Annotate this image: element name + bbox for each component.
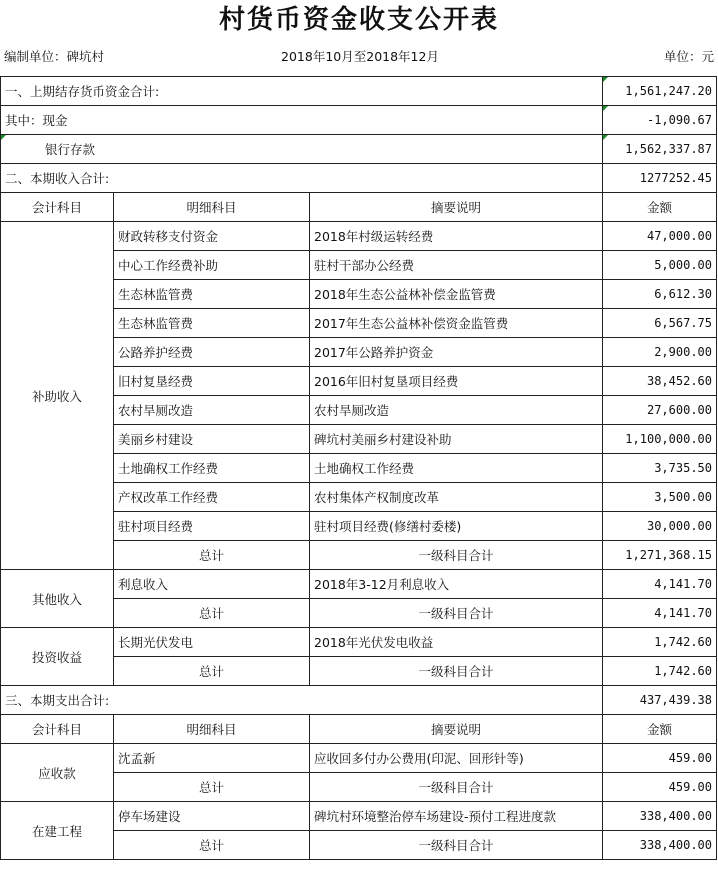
detail-cell: 停车场建设 bbox=[114, 802, 310, 831]
income-total-label: 二、本期收入合计: bbox=[1, 164, 603, 193]
table-row bbox=[1, 222, 717, 251]
total-amount: 1,271,368.15 bbox=[603, 541, 717, 570]
table-row bbox=[1, 744, 717, 773]
amount-cell: 338,400.00 bbox=[603, 802, 717, 831]
cash-value: -1,090.67 bbox=[603, 106, 717, 135]
amount-cell: 6,612.30 bbox=[603, 280, 717, 309]
amount-cell: 47,000.00 bbox=[603, 222, 717, 251]
report-period: 2018年10月至2018年12月 bbox=[281, 49, 439, 64]
construction-expense-group bbox=[1, 802, 717, 860]
amount-cell: 30,000.00 bbox=[603, 512, 717, 541]
description-cell: 农村旱厕改造 bbox=[310, 396, 603, 425]
total-label: 总计 bbox=[114, 541, 310, 570]
description-cell: 驻村干部办公经费 bbox=[310, 251, 603, 280]
header-amount: 金额 bbox=[603, 193, 717, 222]
detail-cell: 长期光伏发电 bbox=[114, 628, 310, 657]
cash-row bbox=[1, 106, 717, 135]
currency-unit: 单位：元 bbox=[663, 49, 714, 64]
ledger-body bbox=[1, 77, 717, 222]
account-category: 其他收入 bbox=[1, 570, 114, 628]
amount-cell: 27,600.00 bbox=[603, 396, 717, 425]
header-account: 会计科目 bbox=[1, 193, 114, 222]
amount-cell: 38,452.60 bbox=[603, 367, 717, 396]
bank-value: 1,562,337.87 bbox=[603, 135, 717, 164]
table-row bbox=[1, 570, 717, 599]
table-row bbox=[1, 802, 717, 831]
fund-ledger-table bbox=[0, 76, 717, 860]
description-cell: 2016年旧村复垦项目经费 bbox=[310, 367, 603, 396]
account-category: 投资收益 bbox=[1, 628, 114, 686]
description-cell: 土地确权工作经费 bbox=[310, 454, 603, 483]
expense-total-label: 三、本期支出合计: bbox=[1, 686, 603, 715]
income-total-row bbox=[1, 164, 717, 193]
description-cell: 驻村项目经费(修缮村委楼) bbox=[310, 512, 603, 541]
total-description: 一级科目合计 bbox=[310, 541, 603, 570]
header-description: 摘要说明 bbox=[310, 715, 603, 744]
prev-balance-value: 1,561,247.20 bbox=[603, 77, 717, 106]
detail-cell: 生态林监管费 bbox=[114, 309, 310, 338]
description-cell: 2018年村级运转经费 bbox=[310, 222, 603, 251]
description-cell: 2017年生态公益林补偿资金监管费 bbox=[310, 309, 603, 338]
account-category: 应收款 bbox=[1, 744, 114, 802]
total-label: 总计 bbox=[114, 657, 310, 686]
total-label: 总计 bbox=[114, 831, 310, 860]
description-cell: 农村集体产权制度改革 bbox=[310, 483, 603, 512]
description-cell: 2018年生态公益林补偿金监管费 bbox=[310, 280, 603, 309]
total-amount: 459.00 bbox=[603, 773, 717, 802]
account-category: 补助收入 bbox=[1, 222, 114, 570]
detail-cell: 旧村复垦经费 bbox=[114, 367, 310, 396]
detail-cell: 农村旱厕改造 bbox=[114, 396, 310, 425]
header-amount: 金额 bbox=[603, 715, 717, 744]
amount-cell: 1,742.60 bbox=[603, 628, 717, 657]
header-detail: 明细科目 bbox=[114, 193, 310, 222]
subsidy-income-group bbox=[1, 222, 717, 570]
prev-balance-row bbox=[1, 77, 717, 106]
total-description: 一级科目合计 bbox=[310, 599, 603, 628]
amount-cell: 5,000.00 bbox=[603, 251, 717, 280]
description-cell: 碑坑村美丽乡村建设补助 bbox=[310, 425, 603, 454]
bank-row bbox=[1, 135, 717, 164]
cash-label: 其中：现金 bbox=[1, 106, 603, 135]
expense-total-row bbox=[1, 686, 717, 715]
amount-cell: 3,735.50 bbox=[603, 454, 717, 483]
detail-cell: 美丽乡村建设 bbox=[114, 425, 310, 454]
total-amount: 4,141.70 bbox=[603, 599, 717, 628]
amount-cell: 3,500.00 bbox=[603, 483, 717, 512]
description-cell: 应收回多付办公费用(印泥、回形针等) bbox=[310, 744, 603, 773]
header-description: 摘要说明 bbox=[310, 193, 603, 222]
description-cell: 碑坑村环境整治停车场建设-预付工程进度款 bbox=[310, 802, 603, 831]
other-income-group bbox=[1, 570, 717, 628]
prev-balance-label: 一、上期结存货币资金合计: bbox=[1, 77, 603, 106]
expense-header-row bbox=[1, 715, 717, 744]
compiling-unit: 编制单位：碑坑村 bbox=[4, 49, 105, 64]
total-label: 总计 bbox=[114, 773, 310, 802]
detail-cell: 驻村项目经费 bbox=[114, 512, 310, 541]
total-description: 一级科目合计 bbox=[310, 773, 603, 802]
detail-cell: 生态林监管费 bbox=[114, 280, 310, 309]
total-description: 一级科目合计 bbox=[310, 831, 603, 860]
receivable-expense-group bbox=[1, 744, 717, 802]
bank-label: 银行存款 bbox=[1, 135, 603, 164]
income-header-row bbox=[1, 193, 717, 222]
detail-cell: 公路养护经费 bbox=[114, 338, 310, 367]
expense-total-value: 437,439.38 bbox=[603, 686, 717, 715]
table-row bbox=[1, 628, 717, 657]
description-cell: 2017年公路养护资金 bbox=[310, 338, 603, 367]
total-label: 总计 bbox=[114, 599, 310, 628]
total-amount: 1,742.60 bbox=[603, 657, 717, 686]
detail-cell: 利息收入 bbox=[114, 570, 310, 599]
total-amount: 338,400.00 bbox=[603, 831, 717, 860]
total-description: 一级科目合计 bbox=[310, 657, 603, 686]
detail-cell: 沈孟新 bbox=[114, 744, 310, 773]
description-cell: 2018年3-12月利息收入 bbox=[310, 570, 603, 599]
detail-cell: 产权改革工作经费 bbox=[114, 483, 310, 512]
expense-summary bbox=[1, 686, 717, 744]
amount-cell: 4,141.70 bbox=[603, 570, 717, 599]
description-cell: 2018年光伏发电收益 bbox=[310, 628, 603, 657]
income-total-value: 1277252.45 bbox=[603, 164, 717, 193]
detail-cell: 土地确权工作经费 bbox=[114, 454, 310, 483]
detail-cell: 中心工作经费补助 bbox=[114, 251, 310, 280]
amount-cell: 2,900.00 bbox=[603, 338, 717, 367]
amount-cell: 1,100,000.00 bbox=[603, 425, 717, 454]
investment-income-group bbox=[1, 628, 717, 686]
header-detail: 明细科目 bbox=[114, 715, 310, 744]
detail-cell: 财政转移支付资金 bbox=[114, 222, 310, 251]
account-category: 在建工程 bbox=[1, 802, 114, 860]
amount-cell: 459.00 bbox=[603, 744, 717, 773]
amount-cell: 6,567.75 bbox=[603, 309, 717, 338]
page-title: 村货币资金收支公开表 bbox=[218, 5, 499, 35]
header-account: 会计科目 bbox=[1, 715, 114, 744]
